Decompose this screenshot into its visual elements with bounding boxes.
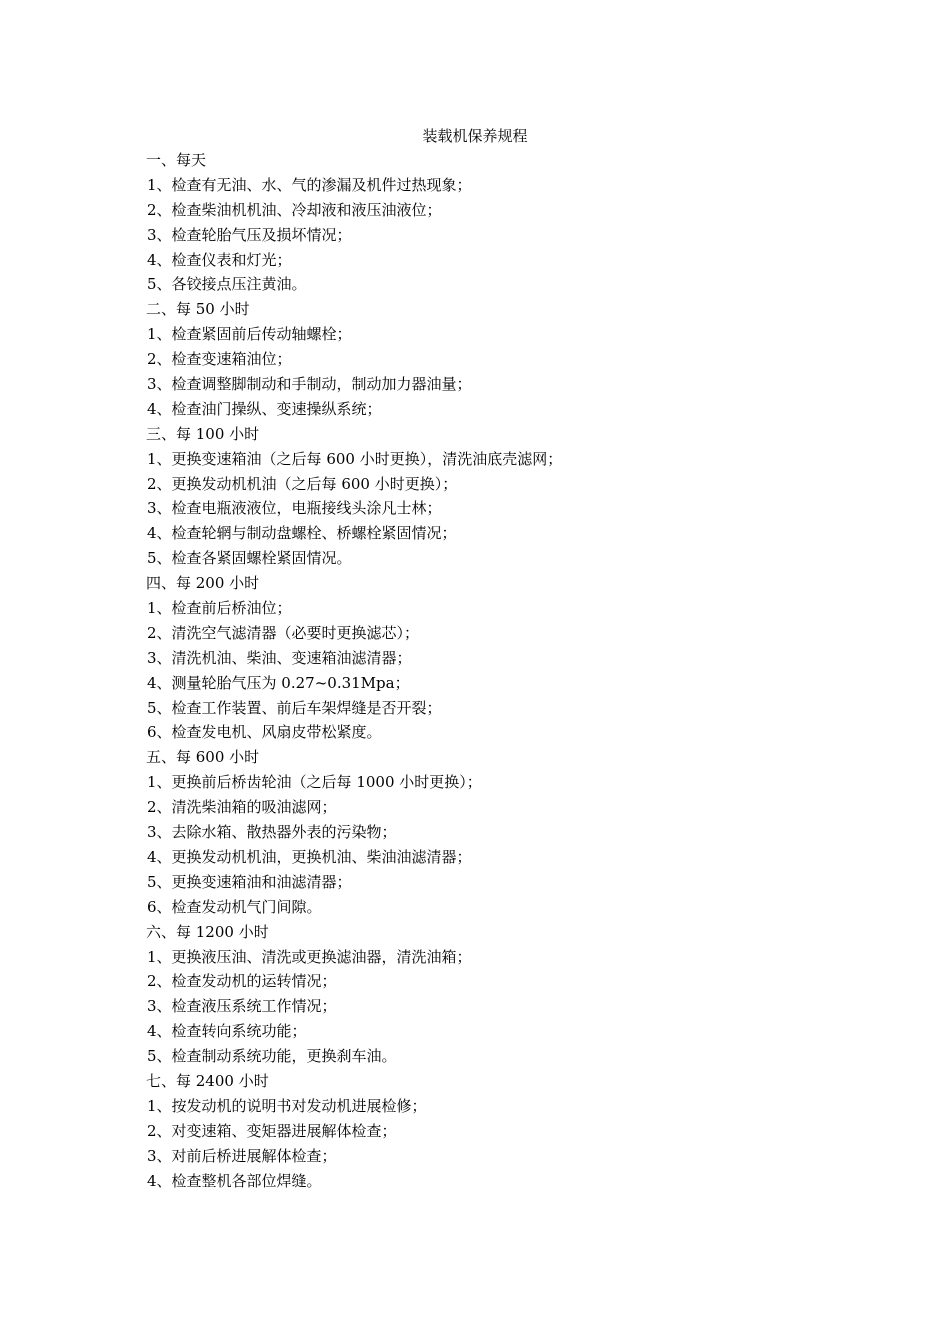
- list-item: 1、更换前后桥齿轮油（之后每 1000 小时更换）；: [147, 773, 482, 792]
- list-item: 4、检查油门操纵、变速操纵系统；: [147, 399, 382, 418]
- section-heading: 七、每 2400 小时: [146, 1071, 269, 1090]
- list-item: 6、检查发电机、风扇皮带松紧度。: [147, 723, 382, 742]
- list-item: 4、更换发动机机油，更换机油、柴油油滤清器；: [147, 847, 472, 866]
- section-heading: 三、每 100 小时: [146, 424, 260, 443]
- list-item: 4、检查仪表和灯光；: [147, 250, 292, 269]
- list-item: 2、对变速箱、变矩器进展解体检查；: [147, 1121, 397, 1140]
- section-heading: 一、每天: [146, 151, 207, 169]
- list-item: 2、清洗柴油箱的吸油滤网；: [147, 798, 337, 817]
- list-item: 3、对前后桥进展解体检查；: [147, 1146, 337, 1165]
- section-heading: 四、每 200 小时: [146, 574, 260, 593]
- section-heading: 二、每 50 小时: [146, 300, 250, 319]
- list-item: 1、检查紧固前后传动轴螺栓；: [147, 325, 352, 344]
- list-item: 6、检查发动机气门间隙。: [147, 897, 322, 916]
- section-heading: 六、每 1200 小时: [146, 922, 269, 941]
- list-item: 5、检查工作装置、前后车架焊缝是否开裂；: [147, 698, 442, 717]
- list-item: 5、各铰接点压注黄油。: [147, 275, 307, 294]
- list-item: 4、测量轮胎气压为 0.27~0.31Mpa；: [147, 673, 410, 692]
- list-item: 2、更换发动机机油（之后每 600 小时更换）；: [147, 474, 458, 493]
- document-title: 装载机保养规程: [422, 127, 528, 145]
- document-body: [146, 148, 846, 1193]
- list-item: 2、清洗空气滤清器（必要时更换滤芯）；: [147, 623, 420, 642]
- list-item: 5、检查各紧固螺栓紧固情况。: [147, 549, 352, 568]
- list-item: 2、检查变速箱油位；: [147, 350, 292, 369]
- list-item: 5、检查制动系统功能，更换刹车油。: [147, 1047, 397, 1066]
- list-item: 3、检查电瓶液液位，电瓶接线头涂凡士林；: [147, 499, 442, 518]
- section-heading: 五、每 600 小时: [146, 748, 260, 767]
- list-item: 1、检查有无油、水、气的渗漏及机件过热现象；: [147, 175, 472, 194]
- list-item: 4、检查整机各部位焊缝。: [147, 1171, 322, 1190]
- list-item: 2、检查柴油机机油、冷却液和液压油液位；: [147, 200, 442, 219]
- list-item: 5、更换变速箱油和油滤清器；: [147, 872, 352, 891]
- list-item: 1、更换变速箱油（之后每 600 小时更换），清洗油底壳滤网；: [147, 449, 563, 468]
- list-item: 2、检查发动机的运转情况；: [147, 972, 337, 991]
- list-item: 3、检查轮胎气压及损坏情况；: [147, 225, 352, 244]
- list-item: 3、检查液压系统工作情况；: [147, 997, 337, 1016]
- list-item: 3、检查调整脚制动和手制动，制动加力器油量；: [147, 375, 472, 394]
- list-item: 1、按发动机的说明书对发动机进展检修；: [147, 1096, 427, 1115]
- list-item: 4、检查转向系统功能；: [147, 1022, 307, 1041]
- list-item: 3、清洗机油、柴油、变速箱油滤清器；: [147, 648, 412, 667]
- list-item: 4、检查轮辋与制动盘螺栓、桥螺栓紧固情况；: [147, 524, 457, 543]
- list-item: 1、更换液压油、清洗或更换滤油器，清洗油箱；: [147, 947, 472, 966]
- list-item: 3、去除水箱、散热器外表的污染物；: [147, 823, 397, 842]
- list-item: 1、检查前后桥油位；: [147, 599, 292, 618]
